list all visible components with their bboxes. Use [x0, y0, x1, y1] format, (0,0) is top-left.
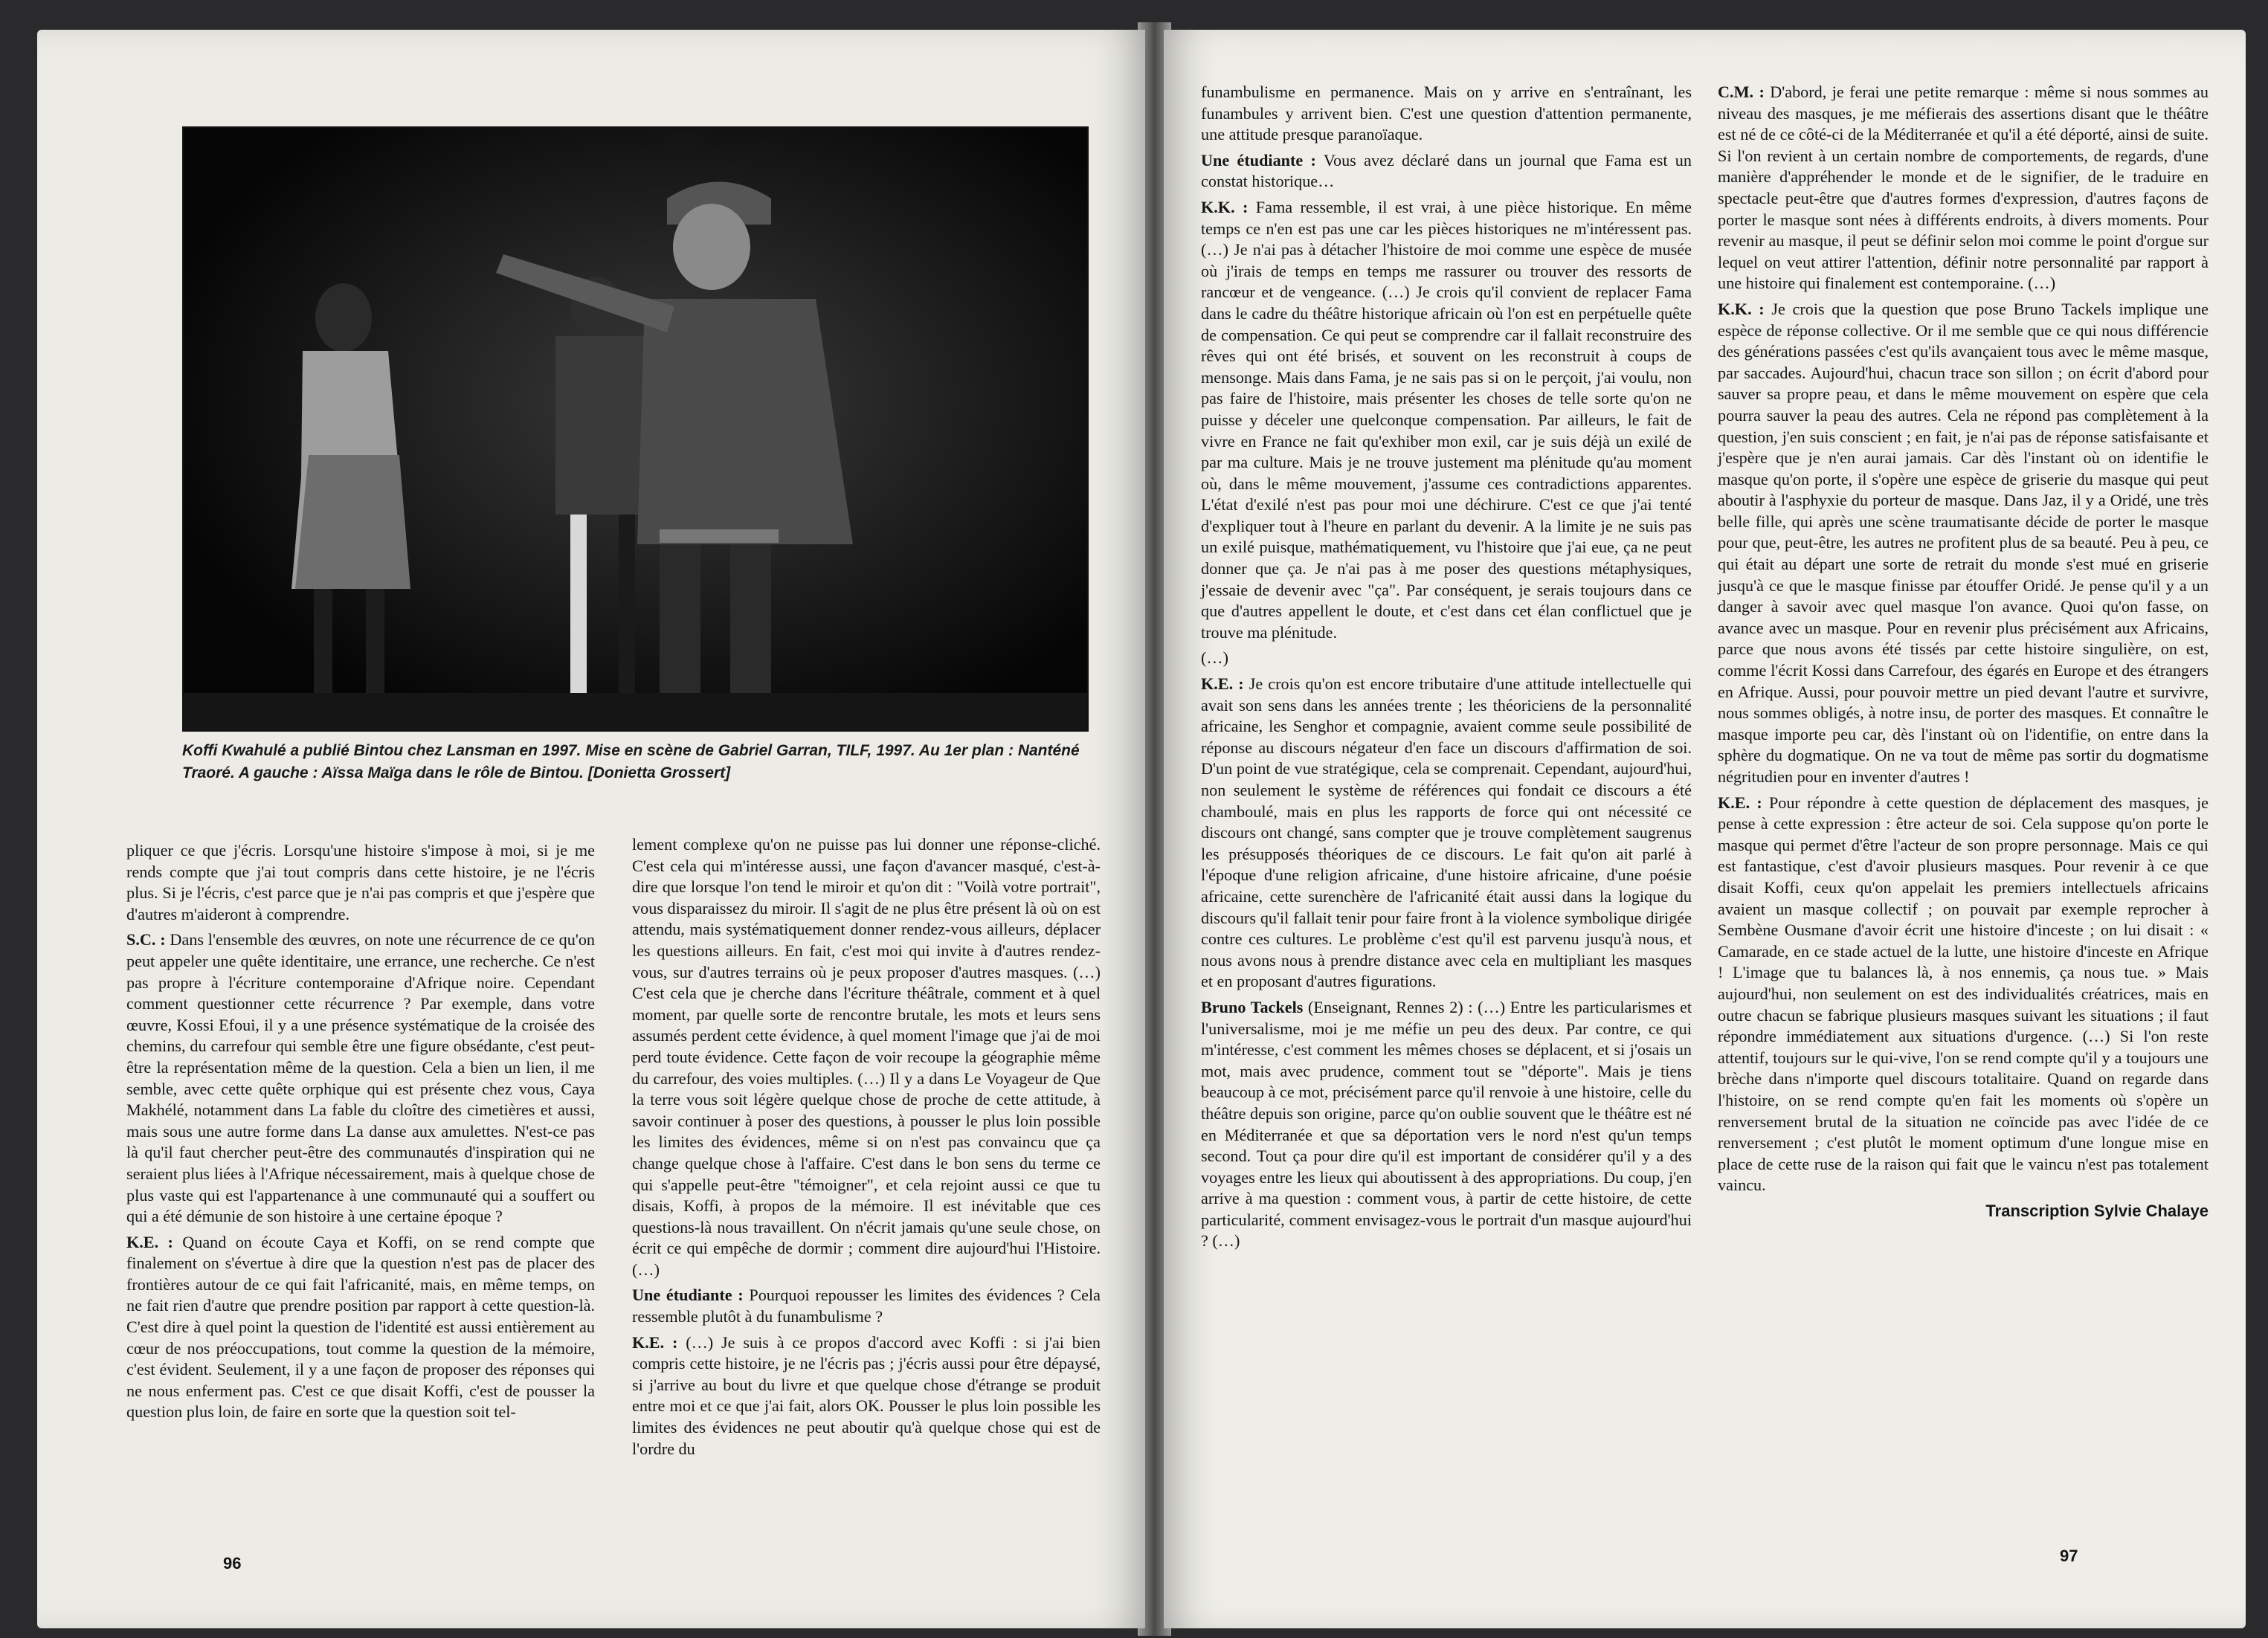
- paragraph: K.E. : Pour répondre à cette question de déplacement des masques, je pense à cette expression : être acteur de soi. Cela suppose qu'on porte le masque qui permet d'être l'acteur de son propre personnage. Mais ce qui est fantastique, c'est d'avoir plusieurs masques. Pour revenir à ce que disait Koffi, ceux qu'on appelait les premiers intellectuels africains avaient un masque collectif ; on pouvait par exemple reprocher à Sembène Ousmane d'avoir écrit une histoire d'inceste ; on lui disait : « Camarade, en ce stade actuel de la lutte, une histoire d'inceste en Afrique ! L'image que tu balances là, à nos ennemis, ça nous tue. » Mais aujourd'hui, non seulement on est des individualités créatrices, mais en outre chacun se fabrique plusieurs masques suivant les situations ; il faut répondre immédiatement aux situations d'urgence. (…) Si l'on reste attentif, toujours sur le qui-vive, l'on se rend compte qu'il y a toujours une brèche dans n'importe quel discours totalitaire. Quand on regarde dans l'histoire, on se rend compte qu'en fait les moments où s'opère un renversement brutal de la situation ne coïncide pas avec l'idée de ce renversement ; c'est plutôt le moment optimum d'une longue mise en place de cette ruse de la raison qui fait que le vaincu n'est pas totalement vaincu.: [1718, 793, 2209, 1195]
- paragraph: K.E. : Quand on écoute Caya et Koffi, on se rend compte que finalement on s'évertue à dire que la question n'est pas de placer des frontières autour de ce qui fait l'africanité, mais, en même temps, on ne fait rien d'autre que prendre position par rapport à cette question-là. C'est dire à quel point la question de l'identité est aussi entièrement au cœur de nos préoccupations, tout comme la question de la mémoire, c'est évident. Seulement, il y a une façon de proposer des réponses qui ne nous enferment pas. C'est ce que disait Koffi, c'est de pousser la question plus loin, de faire en sorte que la question soit tel-: [126, 1232, 596, 1422]
- photo-caption: Koffi Kwahulé a publié Bintou chez Lansman en 1997. Mise en scène de Gabriel Garran, TILF, 1997. Au 1er plan : Nanténé Traoré. A gauche : Aïssa Maïga dans le rôle de Bintou. [Donietta Grossert]: [182, 742, 1080, 781]
- transcription-credit: Transcription Sylvie Chalaye: [1985, 1201, 2209, 1220]
- paragraph: K.E. : Je crois qu'on est encore tributaire d'une attitude intellectuelle qui avait son sens dans les années trente ; les théoriciens de la personnalité africaine, les Senghor et compagnie, avaient comme seule possibilité de réponse au discours négateur d'en face un discours d'affirmation de soi. D'un point de vue stratégique, cela se comprenait. Cependant, aujourd'hui, non seulement le système de références qui fondait ce discours a été chamboulé, mais en plus les rapports de force qui ont nécessité ce discours ont changé, sans compter que je trouve complètement saugrenus les présupposés théoriques de ce discours. Le fait qu'on ait parlé à l'époque d'une religion africaine, d'une histoire africaine, d'une poésie africaine, cette surenchère de l'africanité était aussi dans la logique du discours qu'il fallait tenir pour faire front à la violence symbolique dirigée contre ces cultures. Le problème c'est qu'il est parvenu jusqu'à nous, et nous avons nous à prendre distance avec cela en multipliant les masques et en proposant d'autres figurations.: [1201, 674, 1692, 991]
- paragraph: Bruno Tackels (Enseignant, Rennes 2) : (…) Entre les particularismes et l'universalisme, moi je me méfie un peu des deux. Par contre, ce qui m'intéresse, c'est comment les mêmes choses se déplacent, et si j'osais un mot, mais avec prudence, comment tout se "déporte". Mais je tiens beaucoup à ce mot, précisément parce qu'il renvoie à une histoire, celle du théâtre depuis son origine, parce qu'on oublie souvent que le théâtre est né en Méditerranée et que sa déportation vers le nord n'est qu'un temps second. Tout ça pour dire qu'il est important de considérer qu'il y a des voyages entre les lieux qui aboutissent à des appropriations. Du coup, j'en arrive à ma question : comment vous, à partir de cette histoire, de cette particularité, comment envisagez-vous le portrait d'un masque aujourd'hui ? (…): [1201, 997, 1692, 1251]
- stage-photo-illustration: [184, 128, 1087, 730]
- paragraph: Une étudiante : Vous avez déclaré dans un journal que Fama est un constat historique…: [1201, 150, 1692, 191]
- paragraph: funambulisme en permanence. Mais on y arrive en s'entraînant, les funambules y arrivent bien. C'est une question d'attention permanente, une attitude presque paranoïaque.: [1201, 83, 1692, 144]
- paragraph: K.K. : Fama ressemble, il est vrai, à une pièce historique. En même temps ce n'en est pas une car les pièces historiques ne m'intéressent pas. (…) Je n'ai pas à détacher l'histoire de moi comme une espèce de musée où j'irais de temps en temps me rassurer ou trouver des ressorts de rancœur et de vengeance. (…) Je crois qu'il convient de replacer Fama dans le cadre du théâtre historique africain où l'on est en perpétuelle quête de compensation. Ce qui peut se comprendre car il fallait reconstruire des rêves qui ont été brisés, et souvent on les reconstruit à coups de mensonge. Mais dans Fama, je ne sais pas si on le perçoit, j'ai voulu, non pas faire de l'histoire, mais présenter les choses de telle sorte qu'on ne puisse y déceler une quelconque compensation. Par ailleurs, le fait de vivre en France ne fait qu'exhiber mon exil, car je suis déjà un exilé de par ma culture. Mais je ne trouve justement ma plénitude qu'au moment où, dans le même mouvement, j'assume ces contradictions apparentes. L'état d'exilé n'est pas pour moi une déchirure. C'est ce que j'ai tenté d'expliquer tout à l'heure en parlant du devenir. A la limite je ne suis pas un exilé puisque, mathématiquement, vu l'histoire que j'ai eue, ça ne peut donner que ça. Je n'ai pas à me poser des questions métaphysiques, j'essaie de devenir avec "ça". Par conséquent, je serais toujours dans ce que d'autres appellent le doute, et c'est dans cet élan conflictuel que je trouve ma plénitude.: [1201, 197, 1692, 642]
- page-number: 97: [2060, 1547, 2078, 1565]
- left-page: [37, 30, 1145, 1628]
- paragraph: pliquer ce que j'écris. Lorsqu'une histoire s'impose à moi, si je me rends compte que j'ai tout compris dans cette histoire, je ne l'écris plus. Si je l'écris, c'est parce que je n'ai pas compris et que j'espère que d'autres m'aideront à comprendre.: [126, 841, 595, 923]
- paragraph: K.K. : Je crois que la question que pose Bruno Tackels implique une espèce de réponse collective. Or il me semble que ce qui nous différencie des générations passées c'est qu'ils avançaient tous avec le même masque, par saccades. Aujourd'hui, chacun trace son sillon ; on écrit d'abord pour sauver sa propre peau, et dans le même mouvement on espère que cela pourra sauver la peau des autres. Cela ne répond pas complètement à la question, j'en suis conscient ; en fait, je n'ai pas de réponse satisfaisante et j'espère que je n'en aurai jamais. Car dès l'instant où on identifie le masque qu'on porte, il s'opère une espèce de griserie du masque qui peut aboutir à l'asphyxie du porteur de masque. Dans Jaz, il y a Oridé, une très belle fille, qui après une scène traumatisante décide de porter le masque pour que, peut-être, les autres ne profitent plus de sa beauté. Peu à peu, ce qui était au départ une sorte de retrait du monde s'est mué en griserie jusqu'à ce que le masque finisse par étouffer Oridé. Je pense qu'il y a un danger à savoir avec quel masque l'on avance. Quoi qu'on fasse, on avance avec un masque. Pour en revenir plus précisément aux Africains, parce que nous avons été tissés par cette histoire singulière, on est, comme l'écrit Kossi dans Carrefour, des égarés en Europe et des étrangers en Afrique. Aussi, pour pouvoir mettre un pied devant l'autre et survivre, nous sommes obligés, à notre insu, de porter des masques. Et connaître le masque importe peu car, dès l'instant où on l'identifie, on entre dans la sphère du dogmatique. On ne va tout de même pas sortir du dogmatisme négritudien pour en inventer d'autres !: [1718, 299, 2209, 786]
- paragraph: K.E. : (…) Je suis à ce propos d'accord avec Koffi : si j'ai bien compris cette histoire, je ne l'écris pas ; j'écris aussi pour être dépaysé, si j'arrive au bout du livre et que quelque chose d'étrange se produit entre moi et ce que j'ai fait, alors OK. Pousser le plus loin possible les limites des évidences ne peut aboutir qu'à quelque chose qui est de l'ordre du: [632, 1332, 1101, 1458]
- paragraph: (…): [1201, 648, 1228, 668]
- paragraph: Une étudiante : Pourquoi repousser les limites des évidences ? Cela ressemble plutôt à du funambulisme ?: [632, 1286, 1101, 1326]
- paragraph: lement complexe qu'on ne puisse pas lui donner une réponse-cliché. C'est cela qui m'intéresse aussi, une façon d'avancer masqué, c'est-à-dire que lorsque l'on tend le miroir et qu'on dit : "Voilà votre portrait", vous disparaissez du miroir. Il s'agit de ne plus être présent là où on est attendu, mais systématiquement donner rendez-vous ailleurs, déplacer les questions ailleurs. En fait, c'est moi qui invite à d'autres rendez-vous, sur d'autres terrains où je peux proposer d'autres masques. (…) C'est cela que je cherche dans l'écriture théâtrale, comment et à quel moment, par quelle sorte de rencontre brutale, les mots et leurs sens assumés perdent cette évidence, à quel moment l'image que j'ai de moi perd toute évidence. Cette façon de voir recoupe la géographie même du carrefour, des voies multiples. (…) Il y a dans Le Voyageur de Que la terre vous soit légère quelque chose de proche de cette attitude, à savoir continuer à poser des questions, à pousser le plus loin possible les limites des évidences, même si on n'est pas convaincu que ça change quelque chose à l'affaire. C'est dans le bon sens du terme ce qui s'appelle peut-être "témoigner", et cela rejoint aussi ce que tu disais, Koffi, à propos de la mémoire. Il est inévitable que ces questions-là nous travaillent. On n'écrit jamais qu'une seule chose, on écrit ce qui empêche de dormir ; comment dire aujourd'hui l'Histoire. (…): [632, 835, 1101, 1279]
- right-page: [1164, 30, 2246, 1628]
- left-page-column-2: [632, 834, 1101, 1464]
- paragraph: S.C. : Dans l'ensemble des œuvres, on note une récurrence de ce qu'on peut appeler une quête identitaire, une errance, une recherche. Ce n'est pas propre à l'écriture contemporaine d'Afrique noire. Cependant comment questionner cette récurrence ? Par exemple, dans votre œuvre, Kossi Efoui, il y a une présence systématique de la croisée des chemins, du carrefour qui semble être une figure obsédante, c'est peut-être la représentation même de la question. Cela a bien un lien, il me semble, avec cette quête orphique qui est présente chez vous, Caya Makhélé, notamment dans La fable du cloître des cimetières et aussi, mais sous une autre forme dans La danse aux amulettes. N'est-ce pas là qu'il faut chercher peut-être des communautés d'inspiration qui ne seraient plus liées à l'Afrique nécessairement, mais à quelque chose de plus vaste qui est l'appartenance à une communauté qui a souffert ou qui a été démunie de son histoire à une certaine époque ?: [126, 930, 596, 1226]
- page-number: 96: [223, 1554, 242, 1573]
- paragraph: C.M. : D'abord, je ferai une petite remarque : même si nous sommes au niveau des masques, je me méfierais des assertions disant que le théâtre est né de ce côté-ci de la Méditerranée et qu'il a été déporté, ainsi de suite. Si l'on revient à un certain nombre de comportements, de regards, d'une manière d'appréhender le monde et de le signifier, de le traduire en spectacle peut-être que d'autres formes d'expression, d'autres façons de porter le masque sont nées à différents endroits, à divers moments. Pour revenir au masque, il peut se définir selon moi comme le point d'orgue sur lequel on veut attirer l'attention, définir notre personnalité par rapport à une histoire qui finalement est contemporaine. (…): [1718, 83, 2209, 293]
- right-page-column-2: [1718, 82, 2209, 1222]
- stage-photo: [182, 126, 1089, 732]
- left-page-column-1: [126, 840, 595, 1428]
- right-page-column-1: [1201, 82, 1692, 1257]
